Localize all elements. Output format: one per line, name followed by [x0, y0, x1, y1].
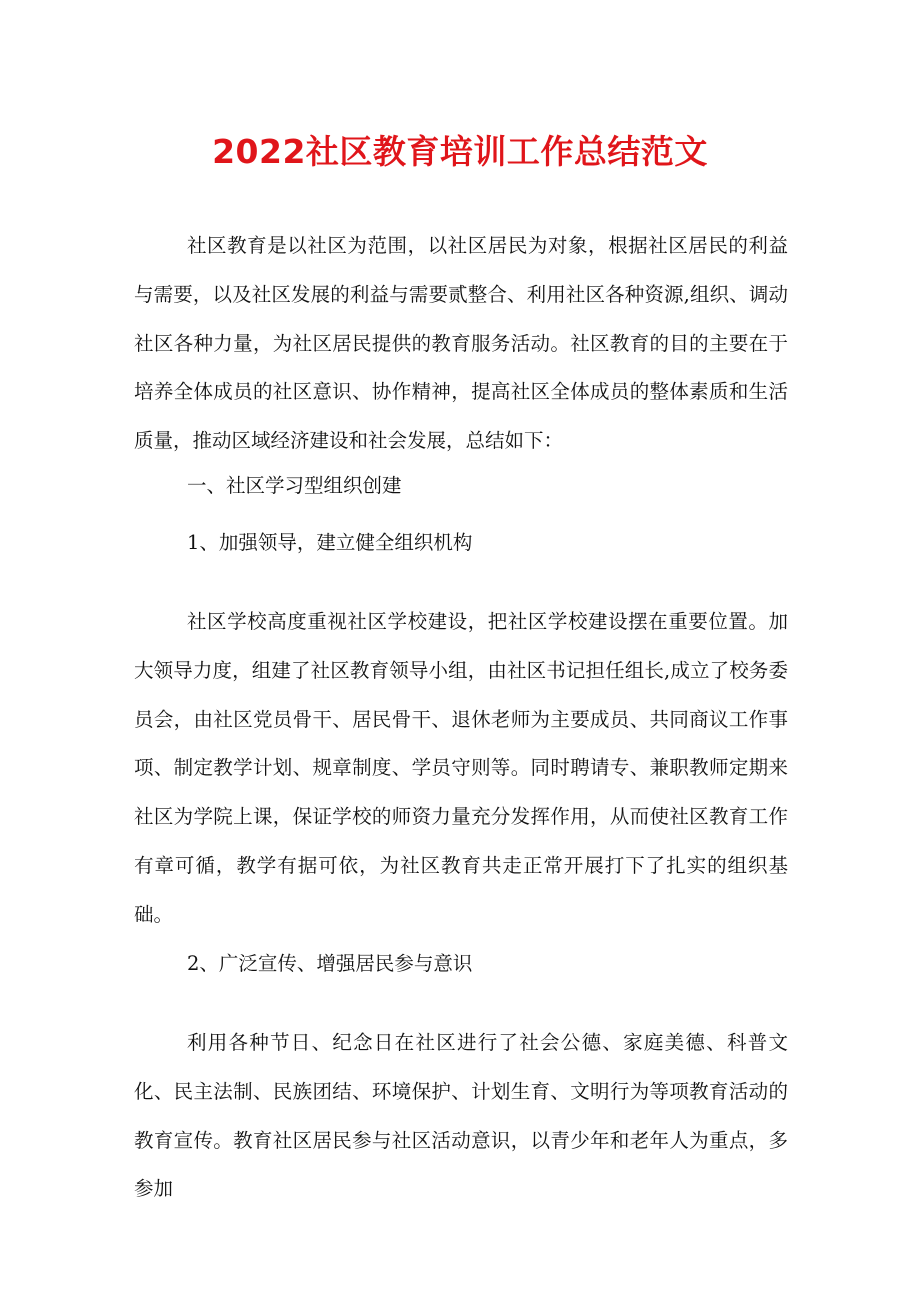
subsection-heading-1: 1、加强领导，建立健全组织机构 — [187, 531, 473, 554]
document-title: 2022社区教育培训工作总结范文 — [212, 132, 708, 171]
section-heading-1: 一、社区学习型组织创建 — [187, 474, 402, 497]
intro-paragraph: 社区教育是以社区为范围，以社区居民为对象，根据社区居民的利益与需要，以及社区发展的利益与需要贰整合、利用社区各种资源,组织、调动社区各种力量，为社区居民提供的教育服务活动。社区教育的目的主要在于培养全体成员的社区意识、协作精神，提高社区全体成员的整体素质和生活质量，推动区域经济建设和社会发展，总结如下： — [134, 234, 788, 453]
subsection-heading-2: 2、广泛宣传、增强居民参与意识 — [187, 952, 473, 975]
subsection-1-paragraph: 社区学校高度重视社区学校建设，把社区学校建设摆在重要位置。加大领导力度，组建了社区教育领导小组，由社区书记担任组长,成立了校务委员会，由社区党员骨干、居民骨干、退休老师为主要成员、共同商议工作事项、制定教学计划、规章制度、学员守则等。同时聘请专、兼职教师定期来社区为学院上课，保证学校的师资力量充分发挥作用，从而使社区教育工作有章可循，教学有据可依，为社区教育共走正常开展打下了扎实的组织基础。 — [134, 610, 788, 926]
subsection-2-paragraph: 利用各种节日、纪念日在社区进行了社会公德、家庭美德、科普文化、民主法制、民族团结、环境保护、计划生育、文明行为等项教育活动的教育宣传。教育社区居民参与社区活动意识，以青少年和老年人为重点，多参加 — [134, 1031, 788, 1201]
